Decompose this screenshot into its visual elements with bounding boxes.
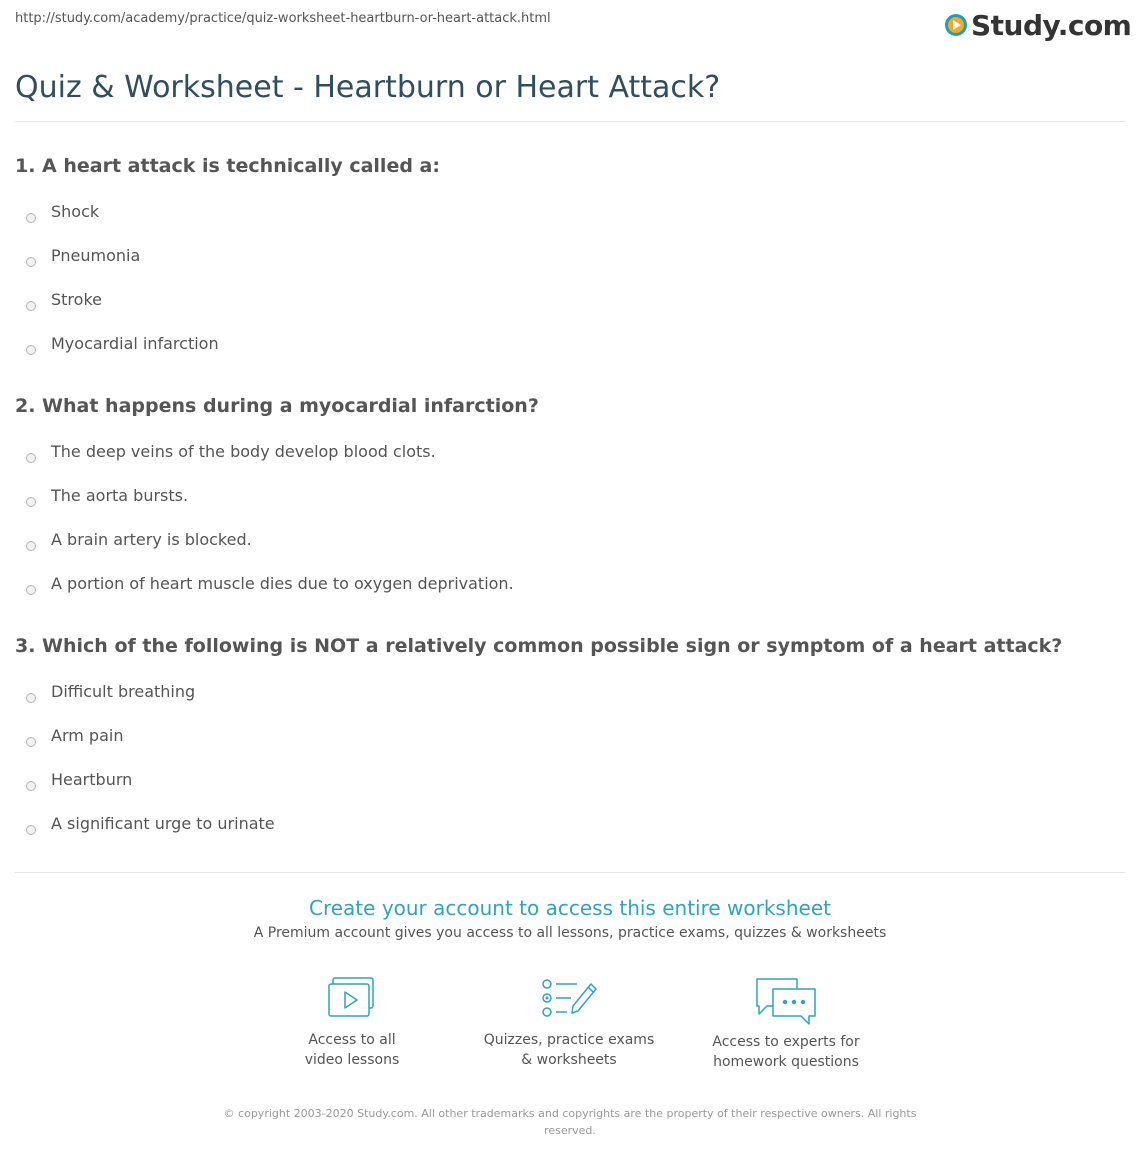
answer-option[interactable] <box>15 328 1125 372</box>
radio-button[interactable] <box>26 781 36 791</box>
feature-video-lessons <box>252 976 452 1070</box>
radio-button[interactable] <box>26 257 36 267</box>
answer-option[interactable] <box>15 524 1125 568</box>
radio-button[interactable] <box>26 541 36 551</box>
answer-label: Shock <box>51 201 100 221</box>
answer-options <box>15 676 1125 852</box>
logo-text: Study.com <box>971 8 1132 42</box>
question-text: 2. What happens during a myocardial infarction? <box>15 395 539 417</box>
radio-button[interactable] <box>26 213 36 223</box>
answer-label: The deep veins of the body develop blood clots. <box>51 441 436 461</box>
feature-line: homework questions <box>713 1054 859 1070</box>
answer-options <box>15 436 1125 612</box>
answer-option[interactable] <box>15 196 1125 240</box>
radio-button[interactable] <box>26 497 36 507</box>
answer-option[interactable] <box>15 720 1125 764</box>
answer-option[interactable] <box>15 480 1125 524</box>
title-divider <box>15 121 1125 122</box>
section-divider <box>15 872 1125 873</box>
radio-button[interactable] <box>26 825 36 835</box>
radio-button[interactable] <box>26 301 36 311</box>
feature-quizzes <box>469 976 669 1070</box>
radio-button[interactable] <box>26 693 36 703</box>
quiz-list-icon <box>539 976 599 1020</box>
question-3 <box>15 635 1125 852</box>
play-logo-icon <box>945 14 967 36</box>
answer-option[interactable] <box>15 808 1125 852</box>
answer-label: A brain artery is blocked. <box>51 529 252 549</box>
answer-label: The aorta bursts. <box>51 485 189 505</box>
premium-description: A Premium account gives you access to all lessons, practice exams, quizzes & worksheets <box>253 925 887 941</box>
answer-label: A significant urge to urinate <box>51 813 275 833</box>
chat-bubbles-icon <box>753 976 819 1028</box>
answer-label: Stroke <box>51 289 102 309</box>
study-logo[interactable] <box>945 8 1131 42</box>
question-text: 1. A heart attack is technically called a: <box>15 155 440 177</box>
answer-option[interactable] <box>15 240 1125 284</box>
radio-button[interactable] <box>26 585 36 595</box>
radio-button[interactable] <box>26 453 36 463</box>
answer-label: Arm pain <box>51 725 124 745</box>
copyright-line: reserved. <box>544 1124 596 1137</box>
page-title: Quiz & Worksheet - Heartburn or Heart Attack? <box>15 70 721 105</box>
answer-label: Pneumonia <box>51 245 141 265</box>
answer-option[interactable] <box>15 676 1125 720</box>
copyright-line: © copyright 2003-2020 Study.com. All other trademarks and copyrights are the property of their respective owners. All rights <box>223 1107 917 1120</box>
answer-label: Difficult breathing <box>51 681 196 701</box>
page-url: http://study.com/academy/practice/quiz-worksheet-heartburn-or-heart-attack.html <box>15 11 551 26</box>
answer-options <box>15 196 1125 372</box>
answer-option[interactable] <box>15 568 1125 612</box>
feature-line: Access to all <box>308 1032 396 1048</box>
feature-experts <box>686 976 886 1072</box>
video-lessons-icon <box>326 976 378 1020</box>
question-1 <box>15 155 1125 372</box>
feature-line: video lessons <box>304 1052 400 1068</box>
create-account-link[interactable]: Create your account to access this entire worksheet <box>309 896 831 920</box>
answer-option[interactable] <box>15 284 1125 328</box>
feature-line: Access to experts for <box>712 1034 860 1050</box>
question-text: 3. Which of the following is NOT a relatively common possible sign or symptom of a heart attack? <box>15 635 1063 657</box>
feature-line: & worksheets <box>521 1052 617 1068</box>
answer-option[interactable] <box>15 764 1125 808</box>
answer-label: A portion of heart muscle dies due to oxygen deprivation. <box>51 573 514 593</box>
radio-button[interactable] <box>26 345 36 355</box>
feature-line: Quizzes, practice exams <box>483 1032 655 1048</box>
answer-label: Heartburn <box>51 769 133 789</box>
copyright <box>210 1105 930 1139</box>
answer-option[interactable] <box>15 436 1125 480</box>
question-2 <box>15 395 1125 612</box>
radio-button[interactable] <box>26 737 36 747</box>
answer-label: Myocardial infarction <box>51 333 219 353</box>
